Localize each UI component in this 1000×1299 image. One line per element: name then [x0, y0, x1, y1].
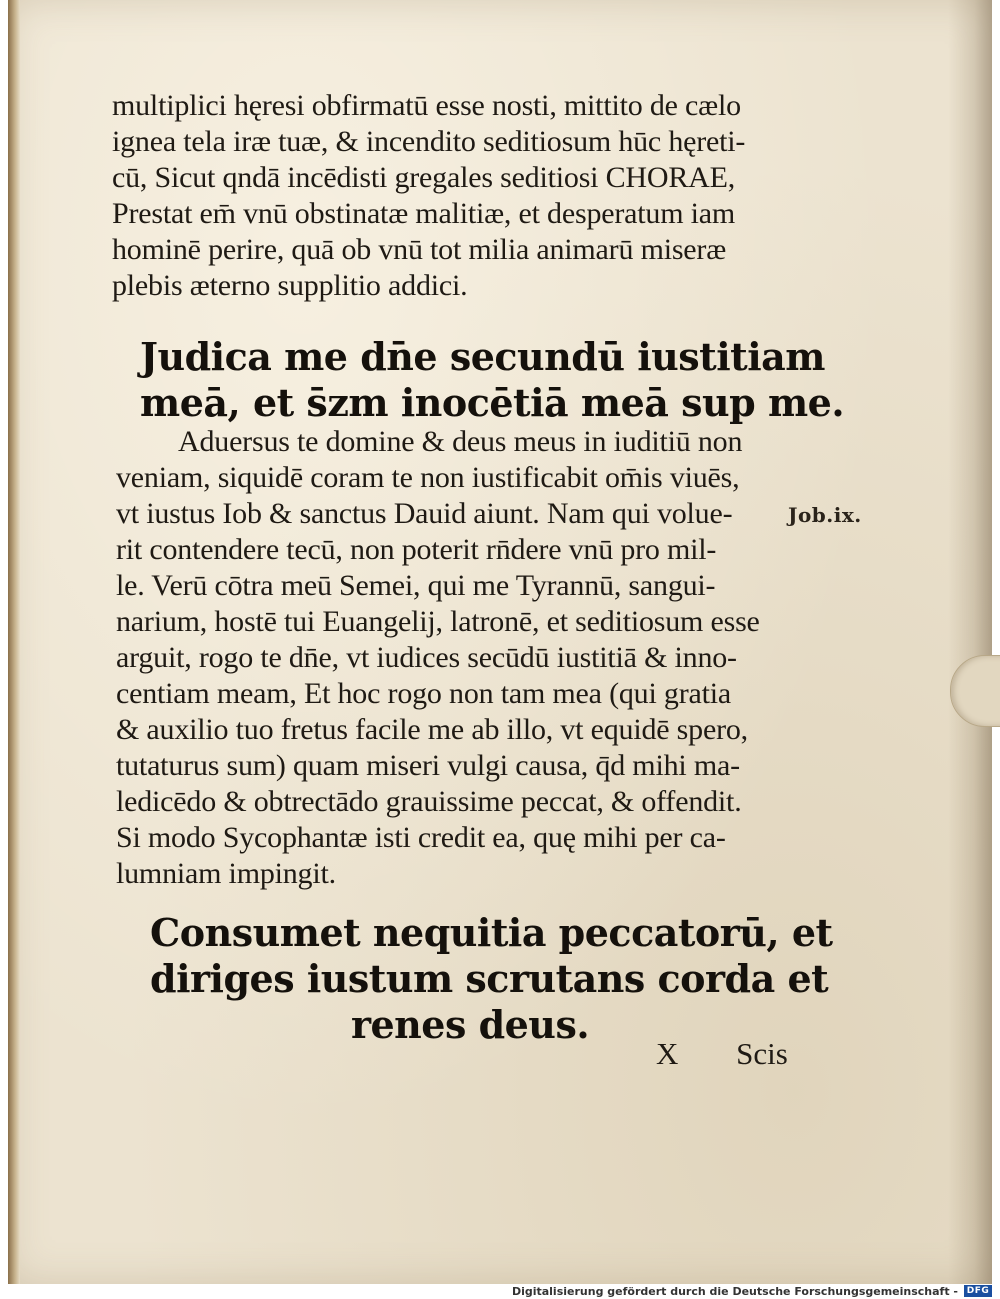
heading-line: Consumet nequitia peccatorū, et — [150, 910, 833, 955]
text-line: vt iustus Iob & sanctus Dauid aiunt. Nam qui volue- — [116, 497, 733, 530]
heading-line: diriges iustum scrutans corda et — [150, 956, 829, 1001]
heading-line: Judica me dn̄e secundū iustitiam — [140, 334, 825, 379]
text-line: Aduersus te domine & deus meus in iuditiū non — [178, 425, 743, 458]
funding-credit: Digitalisierung gefördert durch die Deutsche Forschungsgemeinschaft - — [511, 1285, 958, 1298]
paragraph-1 — [112, 88, 745, 304]
text-line: cū, Sicut qndā incēdisti gregales seditiosi CHORAE, — [112, 161, 736, 194]
text-line: rit contendere tecū, non poterit rn̄dere vnū pro mil- — [116, 533, 717, 566]
psalm-heading-1 — [140, 334, 844, 426]
margin-note-reference: Job.ix. — [788, 503, 862, 527]
psalm-heading-2 — [150, 910, 833, 1048]
text-line: arguit, rogo te dn̄e, vt iudices secūdū iustitiā & inno- — [116, 641, 737, 674]
page-fold-shadow — [948, 0, 992, 1284]
page-binding-edge — [8, 0, 20, 1284]
text-line: hominē perire, quā ob vnū tot milia animarū miseræ — [112, 233, 727, 266]
text-line: ignea tela iræ tuæ, & incendito seditiosum hūc hęreti- — [112, 125, 746, 158]
text-line: narium, hostē tui Euangelij, latronē, et seditiosum esse — [116, 605, 760, 638]
signature-and-catchword — [656, 1036, 788, 1072]
text-line: Si modo Sycophantæ isti credit ea, quę mihi per ca- — [116, 821, 726, 854]
text-line: ledicēdo & obtrectādo grauissime peccat, & offendit. — [116, 785, 742, 818]
dfg-logo-icon: DFG — [964, 1285, 992, 1297]
heading-line: meā, et s̄zm inocētiā meā sup me. — [140, 380, 845, 425]
text-line: lumniam impingit. — [116, 857, 336, 890]
catchword: Scis — [736, 1036, 788, 1071]
text-line: plebis æterno supplitio addici. — [112, 269, 468, 302]
text-line: Prestat em̄ vnū obstinatæ malitiæ, et desperatum iam — [112, 197, 736, 230]
text-line: & auxilio tuo fretus facile me ab illo, vt equidē spero, — [116, 713, 748, 746]
text-line: le. Verū cōtra meū Semei, qui me Tyrannū, sangui- — [116, 569, 716, 602]
text-line: veniam, siquidē coram te non iustificabit om̄is viuēs, — [116, 461, 740, 494]
text-line: centiam meam, Et hoc rogo non tam mea (qui gratia — [116, 677, 731, 710]
signature-mark: X — [656, 1036, 679, 1071]
heading-line: renes deus. — [350, 1002, 590, 1047]
text-line: multiplici hęresi obfirmatū esse nosti, mittito de cælo — [112, 89, 741, 122]
text-line: tutaturus sum) quam miseri vulgi causa, q̄d mihi ma- — [116, 749, 740, 782]
paragraph-2 — [116, 424, 760, 892]
